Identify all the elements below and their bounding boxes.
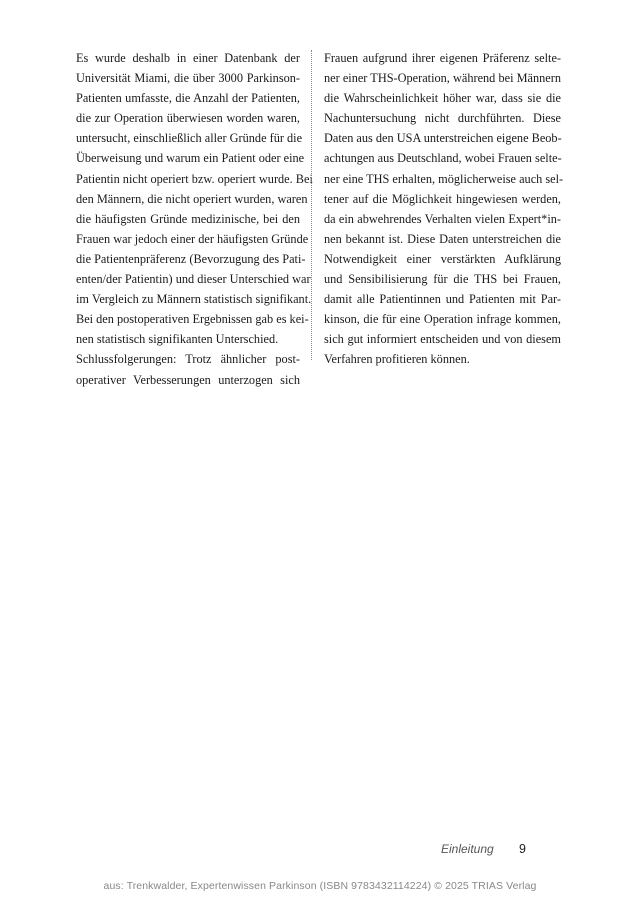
text-line: sich gut informiert entscheiden und von diesem xyxy=(324,332,561,347)
text-line: untersucht, einschließlich aller Gründe für die xyxy=(76,131,303,146)
text-line: damit alle Patientinnen und Patienten mit Par- xyxy=(324,292,561,307)
text-line: tener auf die Möglichkeit hingewiesen werden, xyxy=(324,191,561,206)
text-line: Überweisung und warum ein Patient oder eine xyxy=(76,151,305,166)
running-footer-section: Einleitung xyxy=(440,842,494,856)
source-credit-line: aus: Trenkwalder, Expertenwissen Parkinson (ISBN 9783432114224) © 2025 TRIAS Verlag xyxy=(103,880,537,892)
text-line: kinson, die für eine Operation infrage kommen, xyxy=(324,312,561,327)
text-line: die Wahrscheinlichkeit höher war, dass sie die xyxy=(324,91,561,106)
paragraph-conclusions xyxy=(63,349,300,389)
text-line: Frauen war jedoch einer der häufigsten Gründe xyxy=(76,231,309,246)
text-line: den Männern, die nicht operiert wurden, waren xyxy=(76,191,308,206)
page-footer xyxy=(441,842,526,856)
right-text-column xyxy=(324,48,564,370)
text-line: Daten aus den USA unterstreichen eigene Beob- xyxy=(324,131,562,146)
text-line: die zur Operation überwiesen worden waren, xyxy=(76,111,300,126)
text-line: Nachuntersuchung nicht durchführten. Diese xyxy=(324,111,561,126)
text-line: die Patientenpräferenz (Bevorzugung des Pati- xyxy=(76,251,306,266)
text-line: da ein abwehrendes Verhalten vielen Expert*in- xyxy=(324,211,561,226)
text-line: operativer Verbesserungen unterzogen sich xyxy=(76,372,300,387)
paragraph-database-study xyxy=(63,48,313,349)
text-line: Verfahren profitieren können. xyxy=(324,352,470,367)
text-line: im Vergleich zu Männern statistisch signifikant. xyxy=(76,292,312,307)
left-text-column xyxy=(63,48,313,390)
text-line: Es wurde deshalb in einer Datenbank der xyxy=(76,51,300,65)
text-line: ner einer THS-Operation, während bei Männern xyxy=(324,71,561,86)
text-line: Notwendigkeit einer verstärkten Aufklärung xyxy=(324,251,561,266)
text-line: nen statistisch signifikanten Unterschied. xyxy=(76,332,279,347)
text-line: die häufigsten Gründe medizinische, bei den xyxy=(76,211,300,226)
text-line: nen bekannt ist. Diese Daten unterstreichen die xyxy=(324,231,561,246)
text-line: Patienten umfasste, die Anzahl der Patienten, xyxy=(76,91,300,106)
text-line: Patientin nicht operiert bzw. operiert wurde. Bei xyxy=(76,171,313,186)
column-divider xyxy=(311,50,312,360)
text-line: Bei den postoperativen Ergebnissen gab es kei- xyxy=(76,312,309,327)
text-line: enten/der Patientin) und dieser Unterschied war xyxy=(76,272,311,287)
text-line: ner eine THS erhalten, möglicherweise auch sel- xyxy=(324,171,564,186)
text-line: Universität Miami, die über 3000 Parkinson- xyxy=(76,71,300,86)
text-line: und Sensibilisierung für die THS bei Frauen, xyxy=(324,272,561,287)
text-line: Frauen aufgrund ihrer eigenen Präferenz selte- xyxy=(324,51,561,65)
text-line: achtungen aus Deutschland, wobei Frauen selte- xyxy=(324,151,562,166)
page-number: 9 xyxy=(519,842,526,856)
paragraph-continuation xyxy=(324,48,564,370)
text-line: Schlussfolgerungen: Trotz ähnlicher post- xyxy=(76,352,300,367)
